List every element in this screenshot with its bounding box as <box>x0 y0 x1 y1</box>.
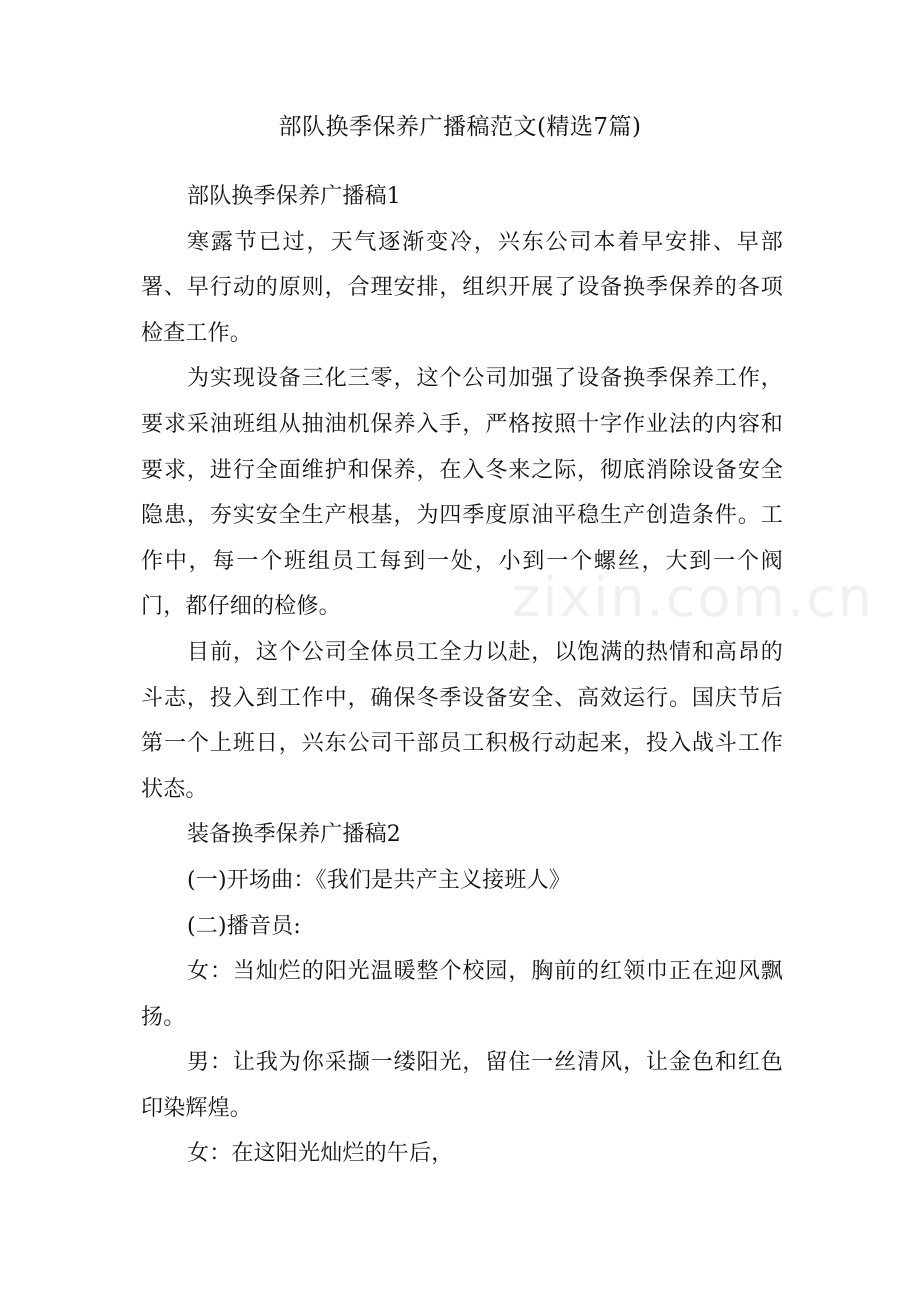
paragraph: 寒露节已过，天气逐渐变冷，兴东公司本着早安排、早部署、早行动的原则，合理安排，组织开展了设备换季保养的各项检查工作。 <box>141 229 783 346</box>
watermark: zixin.com.cn <box>512 566 875 629</box>
section-heading: 装备换季保养广播稿2 <box>187 822 401 848</box>
section-heading: 部队换季保养广播稿1 <box>187 184 401 209</box>
paragraph: 为实现设备三化三零，这个公司加强了设备换季保养工作，要求采油班组从抽油机保养入手，严格按照十字作业法的内容和要求，进行全面维护和保养，在入冬来之际，彻底消除设备安全隐患，夯实安全生产根基，为四季度原油平稳生产创造条件。工作中，每一个班组员工每到一处，小到一个螺丝，大到一个阀门，都仔细的检修。 <box>141 366 783 620</box>
paragraph: 目前，这个公司全体员工全力以赴，以饱满的热情和高昂的斗志，投入到工作中，确保冬季设备安全、高效运行。国庆节后第一个上班日，兴东公司干部员工积极行动起来，投入战斗工作状态。 <box>141 639 783 802</box>
paragraph: 女：当灿烂的阳光温暖整个校园，胸前的红领巾正在迎风飘扬。 <box>141 959 783 1030</box>
paragraph: (一)开场曲：《我们是共产主义接班人》 <box>187 867 571 893</box>
paragraph: (二)播音员: <box>187 913 301 939</box>
document-title: 部队换季保养广播稿范文(精选7篇) <box>278 114 642 140</box>
paragraph: 男：让我为你采撷一缕阳光，留住一丝清风，让金色和红色印染辉煌。 <box>141 1050 783 1121</box>
paragraph: 女：在这阳光灿烂的午后， <box>187 1141 454 1167</box>
document-body <box>141 174 783 1177</box>
